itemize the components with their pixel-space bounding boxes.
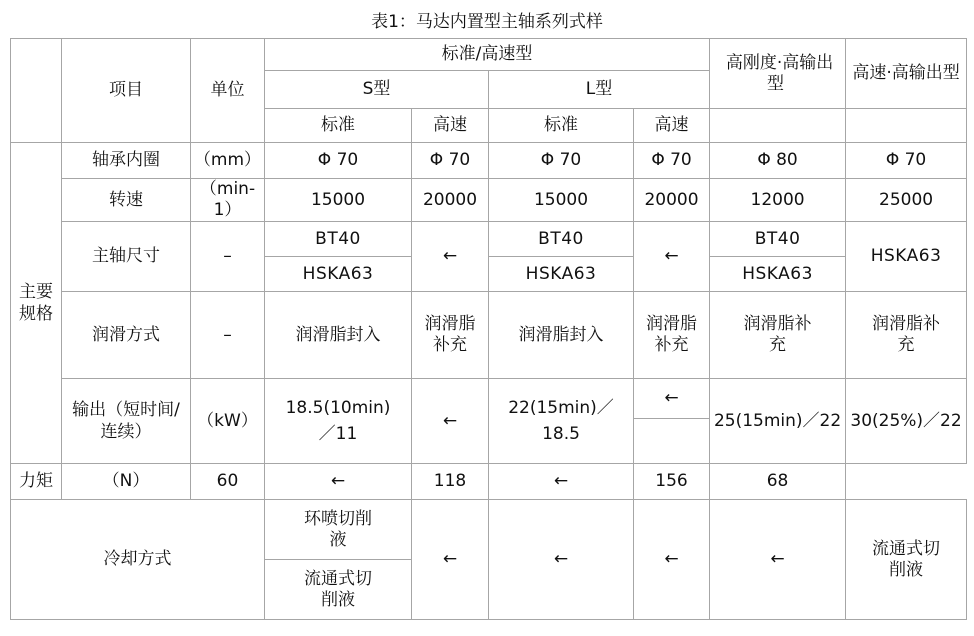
header-s-type: S型 [265,71,489,109]
cell-output-l-std: 22(15min)／18.5 [489,379,634,464]
header-rigid-blank [710,109,846,143]
unit-dash: – [191,292,265,379]
cell-output-s-std: 18.5(10min)／11 [265,379,412,464]
cell-speed-l-high: 20000 [634,179,710,222]
header-s-standard: 标准 [265,109,412,143]
cell-spindle-l-high-arrow: ← [634,222,710,292]
cell-torque-highout: 68 [710,464,846,500]
cell-spindle-s-bt40: BT40 [265,222,412,257]
unit-min: （min-1） [191,179,265,222]
table-row [11,464,967,500]
header-standard-highspeed: 标准/高速型 [265,39,710,71]
cell-output-l-high-blank [634,419,710,464]
header-highout-blank [846,109,967,143]
spindle-spec-table [10,38,967,620]
cell-cooling-rigid-arrow: ← [710,500,846,620]
row-label-torque: 力矩 [11,464,62,500]
table-row [11,222,967,257]
header-l-high: 高速 [634,109,710,143]
table-row [11,292,967,379]
header-unit: 单位 [191,39,265,143]
cell-lube-rigid: 润滑脂补充 [710,292,846,379]
row-label-bearing: 轴承内圈 [62,143,191,179]
cell-speed-rigid: 12000 [710,179,846,222]
cell-spindle-l-bt40: BT40 [489,222,634,257]
cell-cooling-s-high-arrow: ← [412,500,489,620]
header-l-type: L型 [489,71,710,109]
cell-lube-highout: 润滑脂补充 [846,292,967,379]
cell-lube-s-high: 润滑脂补充 [412,292,489,379]
row-label-spindle-size: 主轴尺寸 [62,222,191,292]
unit-n: （N） [62,464,191,500]
header-blank-corner [11,39,62,143]
unit-dash: – [191,222,265,292]
cell-bearing-s-std: Φ 70 [265,143,412,179]
cell-spindle-rigid-bt40: BT40 [710,222,846,257]
cell-output-s-high-arrow: ← [412,379,489,464]
cell-spindle-s-hsk: HSKA63 [265,257,412,292]
cell-bearing-rigid: Φ 80 [710,143,846,179]
cell-bearing-l-std: Φ 70 [489,143,634,179]
table-row [11,179,967,222]
cell-speed-l-std: 15000 [489,179,634,222]
cell-spindle-s-high-arrow: ← [412,222,489,292]
header-highspeed-output: 高速·高输出型 [846,39,967,109]
cell-bearing-s-high: Φ 70 [412,143,489,179]
cell-cooling-l-high-arrow: ← [634,500,710,620]
cell-lube-l-high: 润滑脂补充 [634,292,710,379]
row-label-output: 输出（短时间/连续） [62,379,191,464]
cell-bearing-l-high: Φ 70 [634,143,710,179]
header-s-high: 高速 [412,109,489,143]
cell-torque-l-std: 118 [412,464,489,500]
group-label-main-specs: 主要规格 [11,143,62,464]
cell-torque-l-high-arrow: ← [489,464,634,500]
header-item: 项目 [62,39,191,143]
cell-output-highout: 30(25%)／22 [846,379,967,464]
cell-bearing-highout: Φ 70 [846,143,967,179]
cell-output-rigid: 25(15min)／22 [710,379,846,464]
cell-cooling-flow: 流通式切削液 [265,560,412,620]
cell-output-l-high-arrow: ← [634,379,710,419]
cell-spindle-l-hsk: HSKA63 [489,257,634,292]
header-high-rigidity: 高刚度·高输出型 [710,39,846,109]
unit-kw: （kW） [191,379,265,464]
cell-lube-s-std: 润滑脂封入 [265,292,412,379]
row-label-speed: 转速 [62,179,191,222]
cell-spindle-rigid-hsk: HSKA63 [710,257,846,292]
cell-cooling-highout: 流通式切削液 [846,500,967,620]
row-label-cooling: 冷却方式 [11,500,265,620]
cell-speed-highout: 25000 [846,179,967,222]
cell-torque-s-std: 60 [191,464,265,500]
header-l-standard: 标准 [489,109,634,143]
cell-spindle-highout-hsk: HSKA63 [846,222,967,292]
cell-lube-l-std: 润滑脂封入 [489,292,634,379]
cell-torque-rigid: 156 [634,464,710,500]
cell-cooling-l-std-arrow: ← [489,500,634,620]
cell-cooling-ring: 环喷切削液 [265,500,412,560]
row-label-lubrication: 润滑方式 [62,292,191,379]
cell-speed-s-std: 15000 [265,179,412,222]
table-row [11,143,967,179]
unit-mm: （mm） [191,143,265,179]
table-row [11,500,967,560]
cell-torque-s-high-arrow: ← [265,464,412,500]
cell-speed-s-high: 20000 [412,179,489,222]
table-row [11,379,967,419]
table-caption: 表1：马达内置型主轴系列式样 [371,12,603,32]
